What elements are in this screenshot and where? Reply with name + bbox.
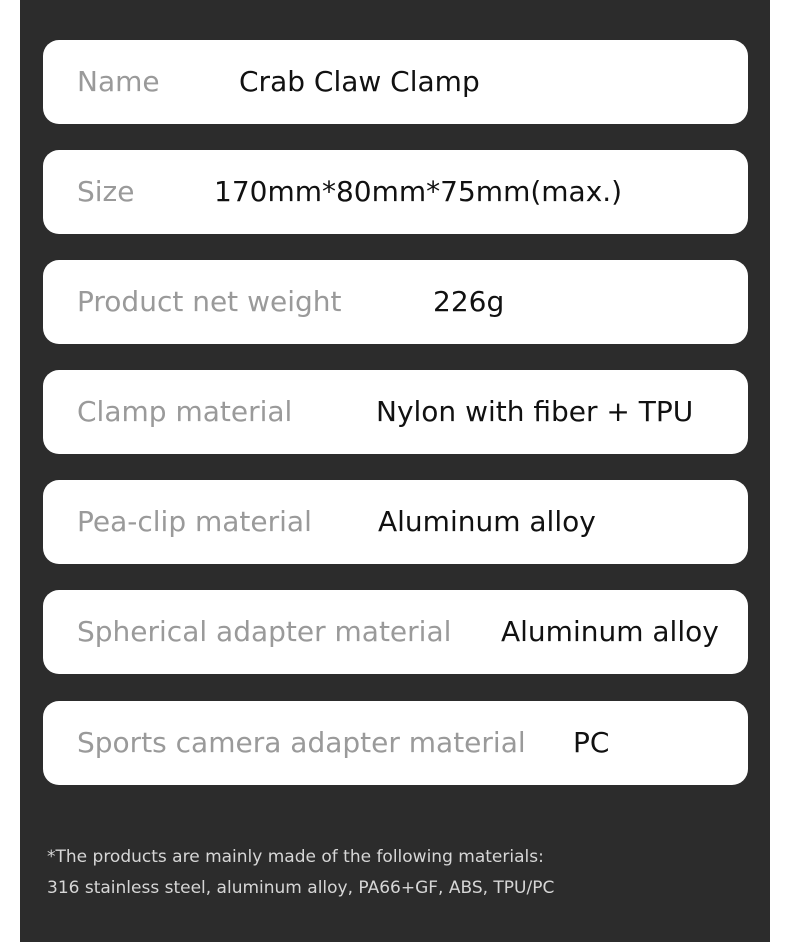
spec-label: Name	[77, 65, 160, 98]
spec-label: Spherical adapter material	[77, 615, 452, 648]
spec-value: Crab Claw Clamp	[239, 65, 480, 98]
spec-value: Aluminum alloy	[501, 615, 719, 648]
spec-value: PC	[573, 726, 610, 759]
spec-row-weight	[43, 260, 748, 344]
spec-label: Sports camera adapter material	[77, 726, 526, 759]
spec-value: 170mm*80mm*75mm(max.)	[214, 175, 623, 208]
spec-label: Size	[77, 175, 135, 208]
materials-footnote	[47, 842, 554, 904]
footnote-line: 316 stainless steel, aluminum alloy, PA66+GF, ABS, TPU/PC	[47, 878, 555, 898]
spec-label: Product net weight	[77, 285, 342, 318]
spec-label: Pea-clip material	[77, 505, 312, 538]
spec-row-name	[43, 40, 748, 124]
spec-row-size	[43, 150, 748, 234]
spec-row-pea-clip-material	[43, 480, 748, 564]
spec-label: Clamp material	[77, 395, 293, 428]
spec-panel	[20, 0, 770, 942]
spec-row-spherical-adapter-material	[43, 590, 748, 674]
footnote-line: *The products are mainly made of the following materials:	[47, 847, 544, 867]
spec-row-clamp-material	[43, 370, 748, 454]
spec-value: Aluminum alloy	[378, 505, 596, 538]
spec-row-sports-camera-adapter-material	[43, 701, 748, 785]
spec-value: 226g	[433, 285, 505, 318]
spec-value: Nylon with fiber + TPU	[376, 395, 694, 428]
